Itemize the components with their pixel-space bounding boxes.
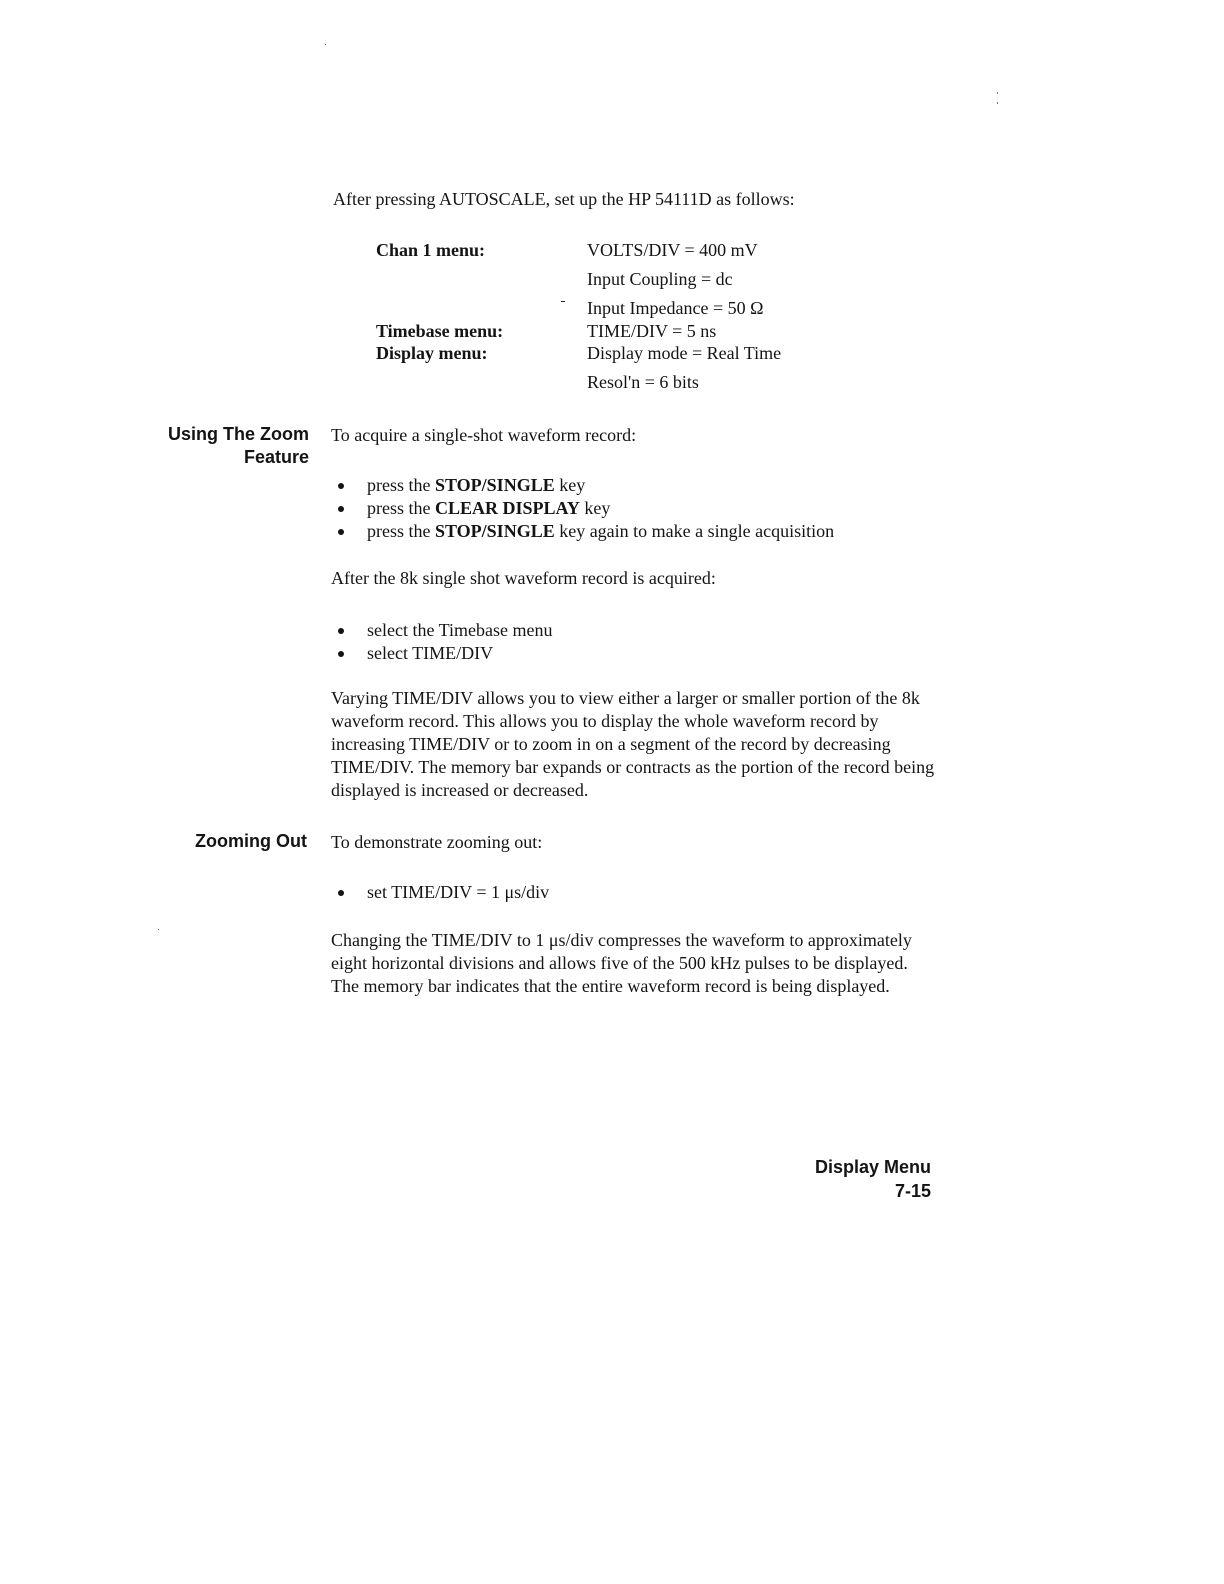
after-acquired-text: After the 8k single shot waveform record is acquired: [331,568,716,588]
scan-speck [325,44,326,45]
bullet-item: press the CLEAR DISPLAY key [367,498,611,518]
bullet [338,628,344,634]
scan-speck [997,102,998,104]
bullet [338,890,344,896]
display-menu-label: Display menu: [376,343,488,363]
zoom-heading-line2: Feature [243,447,309,467]
timebase-menu-label: Timebase menu: [376,321,504,341]
scan-speck [158,929,159,930]
input-impedance-setting: Input Impedance = 50 Ω [587,298,764,318]
chan1-menu-label: Chan 1 menu: [376,240,486,260]
zoom-lead-text: To acquire a single-shot waveform record: [331,425,637,445]
volts-div-setting: VOLTS/DIV = 400 mV [587,240,758,260]
key-name: CLEAR DISPLAY [434,498,580,518]
zoom-heading-line1: Using The Zoom [168,424,309,444]
bullet-item: press the STOP/SINGLE key [367,475,586,495]
zooming-out-heading: Zooming Out [195,831,307,851]
time-div-setting: TIME/DIV = 5 ns [587,321,717,341]
intro-text: After pressing AUTOSCALE, set up the HP 54111D as follows: [333,189,795,209]
bullet-item: set TIME/DIV = 1 μs/div [367,882,550,902]
resoln-setting: Resol'n = 6 bits [587,372,699,392]
zooming-out-paragraph: Changing the TIME/DIV to 1 μs/div compresses the waveform to approximately eight horizontal divisions and allows five of the 500 kHz pulses to be displayed. The memory bar indicates that the entire waveform record is being displayed. [331,930,912,996]
footer-section-title: Display Menu [814,1157,931,1177]
bullet-item: select the Timebase menu [367,620,553,640]
scan-speck [561,301,565,302]
input-coupling-setting: Input Coupling = dc [587,269,733,289]
bullet [338,506,344,512]
bullet [338,651,344,657]
page-number: 7-15 [894,1181,931,1201]
display-mode-setting: Display mode = Real Time [587,343,782,363]
bullet [338,529,344,535]
scan-speck [997,92,998,94]
key-name: STOP/SINGLE [434,521,555,541]
bullet [338,483,344,489]
bullet-item: press the STOP/SINGLE key again to make a single acquisition [367,521,835,541]
zooming-out-lead: To demonstrate zooming out: [331,832,543,852]
key-name: STOP/SINGLE [434,475,555,495]
bullet-item: select TIME/DIV [367,643,494,663]
zoom-paragraph: Varying TIME/DIV allows you to view either a larger or smaller portion of the 8k waveform record. This allows you to display the whole waveform record by increasing TIME/DIV or to zoom in on a segment of the record by decreasing TIME/DIV. The memory bar expands or contracts as the portion of the record being displayed is increased or decreased. [331,688,935,800]
